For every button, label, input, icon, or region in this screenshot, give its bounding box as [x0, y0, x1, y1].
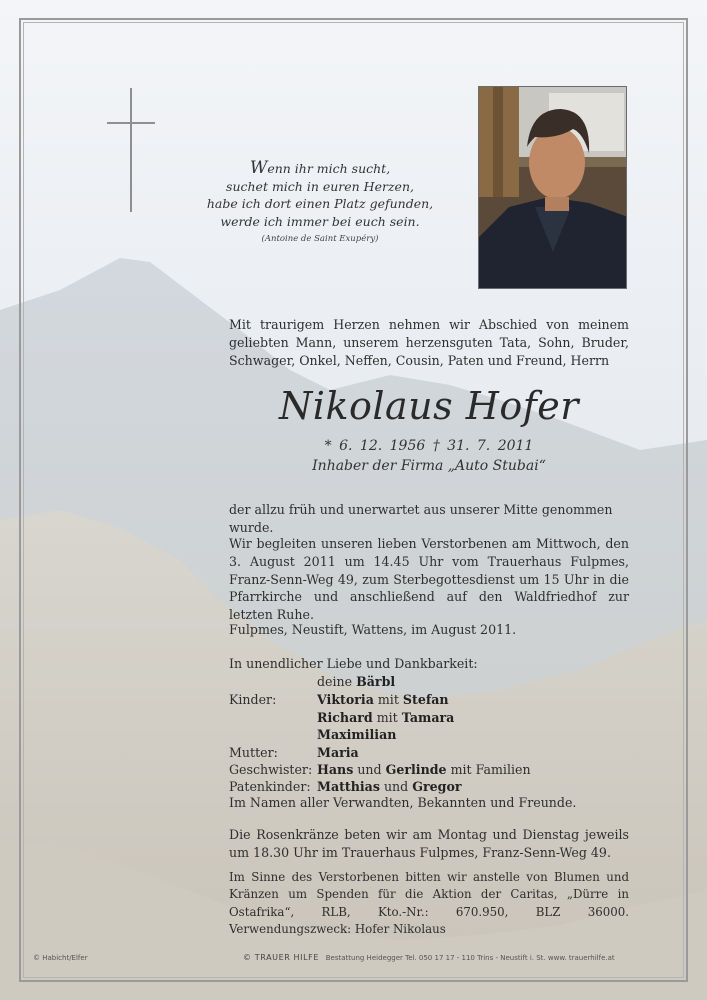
footer-info: [243, 953, 673, 962]
portrait-photo: [478, 86, 627, 289]
deceased-name: Nikolaus Hofer: [279, 384, 579, 428]
intro-text: Mit traurigem Herzen nehmen wir Abschied von meinem geliebten Mann, unserem herzensguten Tata, Sohn, Bruder, Schwager, Onkel, Neffen, Cousin, Paten und Freund, Herrn: [229, 317, 629, 368]
life-dates: * 6. 12. 1956 † 31. 7. 2011: [324, 438, 534, 454]
photo-credit: © Habicht/Elfer: [33, 954, 88, 962]
funeral-home-info: Bestattung Heidegger Tel. 050 17 17 - 110 Trins - Neustift i. St. www. trauerhilfe.at: [325, 954, 615, 962]
cross-icon: [107, 88, 155, 212]
place-date: Fulpmes, Neustift, Wattens, im August 2011.: [229, 622, 517, 637]
donation-text: Im Sinne des Verstorbenen bitten wir anstelle von Blumen und Kränzen um Spenden für die Aktion der Caritas, „Dürre in Ostafrika“, RLB, Kto.-Nr.: 670.950, BLZ 36000. Verwendungszweck: Hofer Nikolaus: [229, 870, 629, 936]
relatives-line: Im Namen aller Verwandten, Bekannten und Freunde.: [229, 795, 577, 810]
family-intro: In unendlicher Liebe und Dankbarkeit:: [229, 656, 478, 671]
funeral-details: Wir begleiten unseren lieben Verstorbenen am Mittwoch, den 3. August 2011 um 14.45 Uhr vom Trauerhaus Fulpmes, Franz-Senn-Weg 49, zum Sterbegottesdienst um 15 Uhr in die Pfarrkirche und anschließend auf den Waldfriedhof zur letzten Ruhe.: [229, 536, 629, 623]
quote-attribution: (Antoine de Saint Exupéry): [261, 234, 379, 244]
trauerhilfe-logo: © TRAUER HILFE: [243, 953, 320, 962]
memorial-quote: Wenn ihr mich sucht, suchet mich in euren Herzen, habe ich dort einen Platz gefunden, werde ich immer bei euch sein.: [206, 158, 434, 229]
company-line: Inhaber der Firma „Auto Stubai“: [312, 458, 546, 474]
rosary-text: Die Rosenkränze beten wir am Montag und Dienstag jeweils um 18.30 Uhr im Trauerhaus Fulpmes, Franz-Senn-Weg 49.: [229, 827, 629, 860]
passing-text: der allzu früh und unerwartet aus unserer Mitte genommen wurde.: [229, 502, 613, 535]
